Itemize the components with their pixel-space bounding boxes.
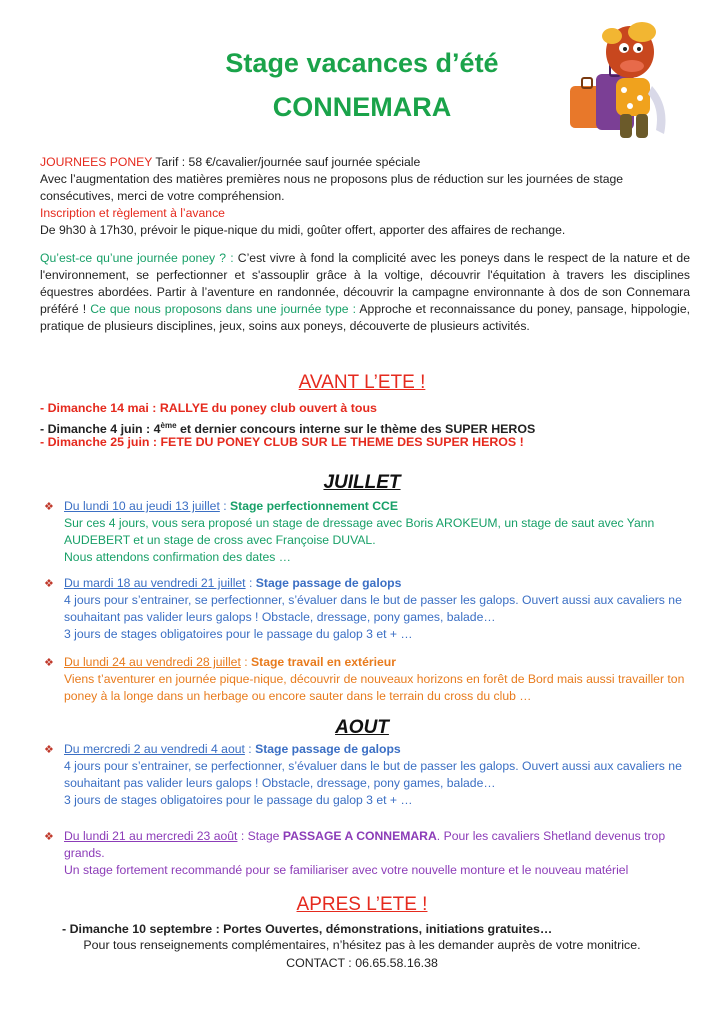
journee-description [40,250,690,335]
section-title-avant: AVANT L’ETE ! [298,372,426,393]
event-concours: - Dimanche 4 juin : 4ème et dernier concours interne sur le thème des SUPER HEROS [40,421,536,437]
event-portes-ouvertes: - Dimanche 10 septembre : Portes Ouvertes, démonstrations, initiations gratuites… [62,922,553,936]
horse-mascot-icon [560,16,680,148]
diamond-bullet-icon: ❖ [44,578,54,590]
diamond-bullet-icon: ❖ [44,657,54,669]
diamond-bullet-icon: ❖ [44,744,54,756]
question-text: C’est vivre à fond la complicité avec les poneys dans le respect de la nature et de l'environnement, se perfectionner et s'assouplir grâce à la voltige, découvrir l'équitation à travers les disciplines équestres abordées. Partir à l’aventure en randonnée, découvrir la campagne environnante à dos de son Connemara préféré ! [40,251,690,316]
stage-exterieur: Du lundi 24 au vendredi 28 juillet : Stage travail en extérieur Viens t’aventurer en journée pique-nique, découvrir de nouveaux horizons en forêt de Bord mais aussi travailler ton poney à la longe dans un herbage ou encore sauter dans le terrain du cross du club … [64,655,685,703]
stage-cce-dates: Du lundi 10 au jeudi 13 juillet [64,499,220,513]
diamond-bullet-icon: ❖ [44,831,54,843]
stage-galops-juillet: Du mardi 18 au vendredi 21 juillet : Stage passage de galops 4 jours pour s’entrainer, se perfectionner, s’évaluer dans le but de passer les galops. Ouvert aussi aux cavaliers ne souhaitant pas valider leurs galops ! Obstacle, dressage, pony games, balade… 3 jours de stages obligatoires pour le passage du galop 3 et + … [64,576,682,641]
journees-poney-line [40,154,690,171]
section-title-aout: AOUT [335,717,389,738]
page-title-line2: CONNEMARA [272,92,452,122]
stage-cce: Du lundi 10 au jeudi 13 juillet : Stage perfectionnement CCE Sur ces 4 jours, vous sera proposé un stage de dressage avec Boris AROKEUM, un stage de saut avec Yann AUDEBERT et un stage de cross avec Françoise DUVAL. Nous attendons confirmation des dates … [64,498,704,566]
stage-cce-desc: Sur ces 4 jours, vous sera proposé un stage de dressage avec Boris AROKEUM, un stage de saut avec Yann AUDEBERT et un stage de cross avec Françoise DUVAL. [64,516,655,547]
page-title-line1: Stage vacances d’été [225,48,499,78]
proposons-text: Approche et reconnaissance du poney, pansage, hippologie, pratique de plusieurs disciplines, jeux, soins aux poneys, découverte de plusieurs activités. [40,302,691,333]
renseignements-text: Pour tous renseignements complémentaires, n’hésitez pas à les demander auprès de votre monitrice. [83,938,641,952]
section-title-apres: APRES L’ETE ! [296,894,428,915]
augmentation-text: Avec l’augmentation des matières premières nous ne proposons plus de réduction sur les journées de stage consécutives, merci de votre compréhension. [40,172,624,203]
section-title-juillet: JUILLET [323,472,401,493]
proposons-label: Ce que nous proposons dans une journée type : [90,302,356,316]
diamond-bullet-icon: ❖ [44,501,54,513]
tarif-text: Tarif : 58 €/cavalier/journée sauf journée spéciale [155,155,421,169]
stage-passage-connemara: Du lundi 21 au mercredi 23 août : Stage PASSAGE A CONNEMARA. Pour les cavaliers Shetland devenus trop grands. Un stage fortement recommandé pour se familiariser avec votre nouvelle monture et le nouveau matériel [64,829,666,877]
stage-galops-aout: Du mercredi 2 au vendredi 4 aout : Stage passage de galops 4 jours pour s’entrainer, se perfectionner, s’évaluer dans le but de passer les galops. Ouvert aussi aux cavaliers ne souhaitant pas valider leurs galops ! Obstacle, dressage, pony games, balade… 3 jours de stages obligatoires pour le passage du galop 3 et + … [64,742,682,807]
horaires-text: De 9h30 à 17h30, prévoir le pique-nique du midi, goûter offert, apporter des affaires de rechange. [40,223,566,237]
stage-cce-name: Stage perfectionnement CCE [230,499,398,513]
journees-poney-label: JOURNEES PONEY [40,155,153,169]
question-label: Qu’est-ce qu’une journée poney ? : [40,251,234,265]
event-fete: - Dimanche 25 juin : FETE DU PONEY CLUB SUR LE THEME DES SUPER HEROS ! [40,435,524,449]
contact-phone: CONTACT : 06.65.58.16.38 [286,956,438,970]
event-rallye: - Dimanche 14 mai : RALLYE du poney club ouvert à tous [40,401,377,415]
stage-cce-note: Nous attendons confirmation des dates … [64,550,291,564]
inscription-text: Inscription et règlement à l’avance [40,206,225,220]
